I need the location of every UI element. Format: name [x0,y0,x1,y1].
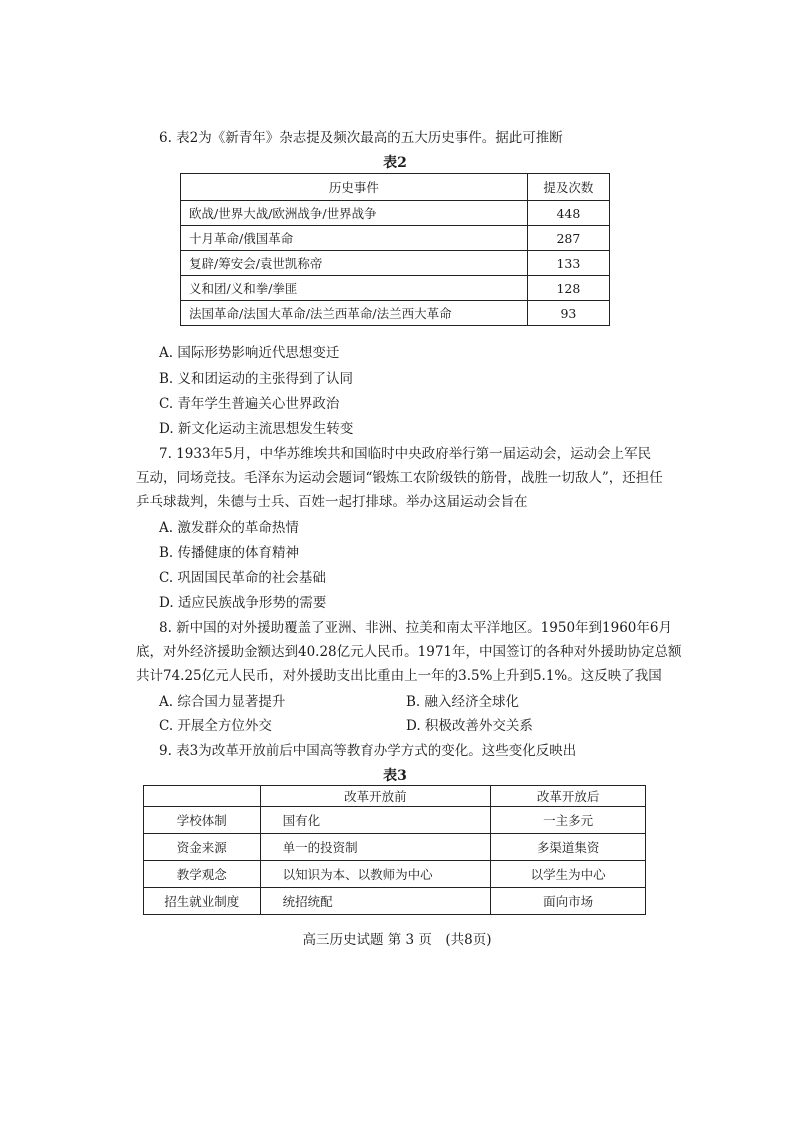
table-row [181,226,610,251]
table-row [144,888,646,915]
row-label-cell: 资金来源 [144,834,261,861]
q8-stem-line: 8. 新中国的对外援助覆盖了亚洲、非洲、拉美和南太平洋地区。1950年到1960年6月 [159,620,672,636]
q6-option-d[interactable]: D. 新文化运动主流思想发生转变 [159,421,354,437]
before-cell: 国有化 [260,807,491,834]
q7-option-a[interactable]: A. 激发群众的革命热情 [159,520,299,536]
q7-stem-line: 互动，同场竞技。毛泽东为运动会题词“锻炼工农阶级铁的筋骨，战胜一切敌人”，还担任 [136,470,663,486]
table-row [144,807,646,834]
count-cell: 287 [527,226,609,251]
table-row [181,251,610,276]
after-cell: 多渠道集资 [491,834,646,861]
q7-option-d[interactable]: D. 适应民族战争形势的需要 [159,595,327,611]
event-cell: 义和团/义和拳/拳匪 [181,276,528,301]
count-cell: 133 [527,251,609,276]
q8-stem-line: 底，对外经济援助金额达到40.28亿元人民币。1971年，中国签订的各种对外援助协定总额 [136,644,682,660]
count-cell: 128 [527,276,609,301]
page-footer: 高三历史试题 第 3 页 (共8页) [302,932,492,948]
before-cell: 单一的投资制 [260,834,491,861]
q8-option-b[interactable]: B. 融入经济全球化 [406,694,520,710]
after-cell: 面向市场 [491,888,646,915]
table-header-row [144,786,646,807]
table-header-cell [144,786,261,807]
before-cell: 以知识为本、以教师为中心 [260,861,491,888]
after-cell: 一主多元 [491,807,646,834]
event-cell: 法国革命/法国大革命/法兰西革命/法兰西大革命 [181,301,528,326]
after-cell: 以学生为中心 [491,861,646,888]
table-header-cell: 改革开放前 [260,786,491,807]
table-header-cell: 提及次数 [527,174,609,201]
table-2 [180,173,610,326]
q8-stem-line: 共计74.25亿元人民币，对外援助支出比重由上一年的3.5%上升到5.1%。这反映了我国 [136,668,662,684]
q7-stem-line: 乒乓球裁判，朱德与士兵、百姓一起打排球。举办这届运动会旨在 [136,494,528,510]
table3-caption: 表3 [383,768,407,784]
q6-option-a[interactable]: A. 国际形势影响近代思想变迁 [159,345,340,361]
count-cell: 93 [527,301,609,326]
q7-option-b[interactable]: B. 传播健康的体育精神 [159,545,300,561]
q9-stem: 9. 表3为改革开放前后中国高等教育办学方式的变化。这些变化反映出 [159,743,577,759]
event-cell: 复辟/筹安会/袁世凯称帝 [181,251,528,276]
table-row [181,201,610,226]
table-row [181,301,610,326]
row-label-cell: 招生就业制度 [144,888,261,915]
event-cell: 十月革命/俄国革命 [181,226,528,251]
q6-stem: 6. 表2为《新青年》杂志提及频次最高的五大历史事件。据此可推断 [159,130,563,146]
q6-option-c[interactable]: C. 青年学生普遍关心世界政治 [159,396,340,412]
q8-option-a[interactable]: A. 综合国力显著提升 [159,694,286,710]
count-cell: 448 [527,201,609,226]
table-header-cell: 历史事件 [181,174,528,201]
q8-option-c[interactable]: C. 开展全方位外交 [159,718,272,734]
row-label-cell: 教学观念 [144,861,261,888]
q8-option-d[interactable]: D. 积极改善外交关系 [406,718,533,734]
table-row [181,276,610,301]
table-header-row [181,174,610,201]
table2-caption: 表2 [383,155,407,171]
table-row [144,834,646,861]
table-row [144,861,646,888]
q6-option-b[interactable]: B. 义和团运动的主张得到了认同 [159,371,354,387]
table-3 [143,785,646,915]
before-cell: 统招统配 [260,888,491,915]
q7-option-c[interactable]: C. 巩固国民革命的社会基础 [159,570,326,586]
q7-stem-line: 7. 1933年5月，中华苏维埃共和国临时中央政府举行第一届运动会，运动会上军民 [159,446,652,462]
table-header-cell: 改革开放后 [491,786,646,807]
row-label-cell: 学校体制 [144,807,261,834]
event-cell: 欧战/世界大战/欧洲战争/世界战争 [181,201,528,226]
